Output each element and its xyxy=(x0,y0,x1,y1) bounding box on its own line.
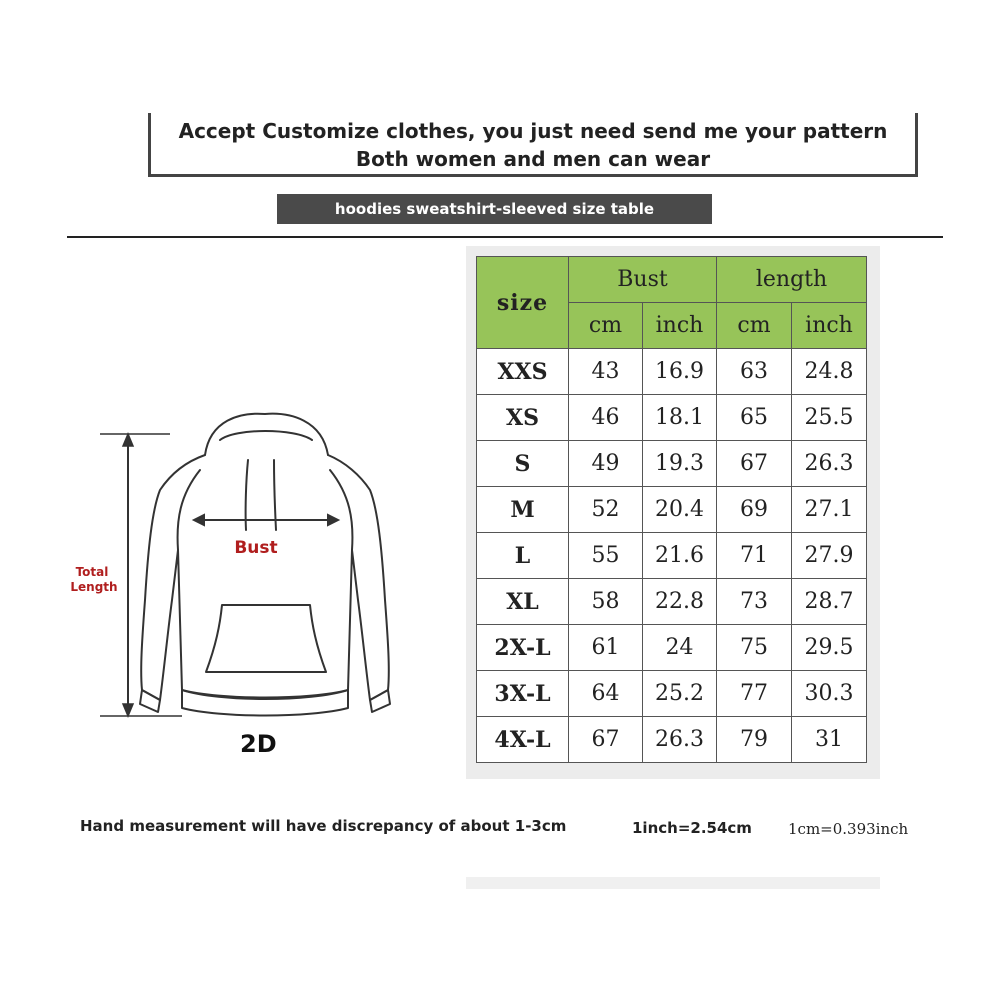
hoodie-illustration xyxy=(60,400,460,780)
length-cm-cell: 65 xyxy=(717,395,792,441)
size-cell: M xyxy=(477,487,569,533)
length-arrow-top-head xyxy=(123,434,133,446)
length-inch-cell: 27.9 xyxy=(792,533,867,579)
kangaroo-pocket xyxy=(206,605,326,672)
size-table xyxy=(476,256,867,763)
bust-inch-cell: 22.8 xyxy=(643,579,717,625)
length-cm-cell: 77 xyxy=(717,671,792,717)
header-customize-text: Accept Customize clothes, you just need send me your pattern xyxy=(178,119,888,143)
size-cell: XS xyxy=(477,395,569,441)
length-cm-cell: 73 xyxy=(717,579,792,625)
bust-cm-cell: 43 xyxy=(569,349,643,395)
length-inch-cell: 24.8 xyxy=(792,349,867,395)
length-group-header: length xyxy=(717,257,867,303)
diagram-caption: 2D xyxy=(240,730,277,758)
size-cell: S xyxy=(477,441,569,487)
size-cell: XL xyxy=(477,579,569,625)
total-length-label-line2: Length xyxy=(70,580,118,594)
length-arrow-bottom-head xyxy=(123,704,133,716)
bust-inch-cell: 25.2 xyxy=(643,671,717,717)
header-unisex-text: Both women and men can wear xyxy=(355,147,711,171)
bust-inch-cell: 24 xyxy=(643,625,717,671)
faint-footer-bar xyxy=(466,877,880,889)
bust-cm-header: cm xyxy=(569,303,643,349)
size-cell: 2X-L xyxy=(477,625,569,671)
bust-cm-cell: 58 xyxy=(569,579,643,625)
length-inch-cell: 29.5 xyxy=(792,625,867,671)
right-sleeve-seam xyxy=(330,470,352,550)
bust-inch-header: inch xyxy=(643,303,717,349)
table-row xyxy=(477,441,867,487)
size-column-header: size xyxy=(477,257,569,349)
table-row xyxy=(477,717,867,763)
hand-measurement-note: Hand measurement will have discrepancy of about 1-3cm xyxy=(80,817,567,835)
size-cell: XXS xyxy=(477,349,569,395)
left-sleeve-seam xyxy=(178,470,200,550)
length-inch-cell: 27.1 xyxy=(792,487,867,533)
table-row xyxy=(477,349,867,395)
bust-cm-cell: 52 xyxy=(569,487,643,533)
table-row xyxy=(477,533,867,579)
length-inch-header: inch xyxy=(792,303,867,349)
length-inch-cell: 28.7 xyxy=(792,579,867,625)
size-table-title: hoodies sweatshirt-sleeved size table xyxy=(277,194,712,224)
inch-conversion-note: 1inch=2.54cm xyxy=(632,819,752,837)
bust-inch-cell: 18.1 xyxy=(643,395,717,441)
table-row xyxy=(477,395,867,441)
hood-outline xyxy=(205,414,328,455)
bust-cm-cell: 67 xyxy=(569,717,643,763)
size-cell: L xyxy=(477,533,569,579)
length-inch-cell: 30.3 xyxy=(792,671,867,717)
length-inch-cell: 31 xyxy=(792,717,867,763)
bust-arrow-right-head xyxy=(328,515,338,525)
divider-line xyxy=(67,236,943,238)
bust-cm-cell: 61 xyxy=(569,625,643,671)
bust-inch-cell: 20.4 xyxy=(643,487,717,533)
bust-inch-cell: 26.3 xyxy=(643,717,717,763)
hood-rim xyxy=(220,431,312,440)
length-inch-cell: 26.3 xyxy=(792,441,867,487)
header-banner xyxy=(148,113,918,177)
size-cell: 4X-L xyxy=(477,717,569,763)
length-cm-cell: 79 xyxy=(717,717,792,763)
length-cm-cell: 69 xyxy=(717,487,792,533)
right-cuff xyxy=(370,690,390,712)
bust-inch-cell: 19.3 xyxy=(643,441,717,487)
cm-conversion-note: 1cm=0.393inch xyxy=(788,820,909,838)
table-row xyxy=(477,487,867,533)
length-cm-cell: 75 xyxy=(717,625,792,671)
hoodie-body-outline xyxy=(141,455,389,700)
size-cell: 3X-L xyxy=(477,671,569,717)
table-row xyxy=(477,671,867,717)
hoodie-diagram xyxy=(60,400,460,780)
bust-label: Bust xyxy=(234,538,278,558)
bust-inch-cell: 16.9 xyxy=(643,349,717,395)
left-cuff xyxy=(140,690,160,712)
bust-group-header: Bust xyxy=(569,257,717,303)
length-inch-cell: 25.5 xyxy=(792,395,867,441)
length-cm-cell: 63 xyxy=(717,349,792,395)
bust-cm-cell: 46 xyxy=(569,395,643,441)
total-length-label-line1: Total xyxy=(75,565,109,579)
table-row xyxy=(477,579,867,625)
bust-inch-cell: 21.6 xyxy=(643,533,717,579)
bust-cm-cell: 49 xyxy=(569,441,643,487)
length-cm-cell: 71 xyxy=(717,533,792,579)
bust-arrow-left-head xyxy=(194,515,204,525)
table-header-row-groups xyxy=(477,257,867,303)
bust-cm-cell: 64 xyxy=(569,671,643,717)
table-row xyxy=(477,625,867,671)
bust-cm-cell: 55 xyxy=(569,533,643,579)
length-cm-header: cm xyxy=(717,303,792,349)
length-cm-cell: 67 xyxy=(717,441,792,487)
